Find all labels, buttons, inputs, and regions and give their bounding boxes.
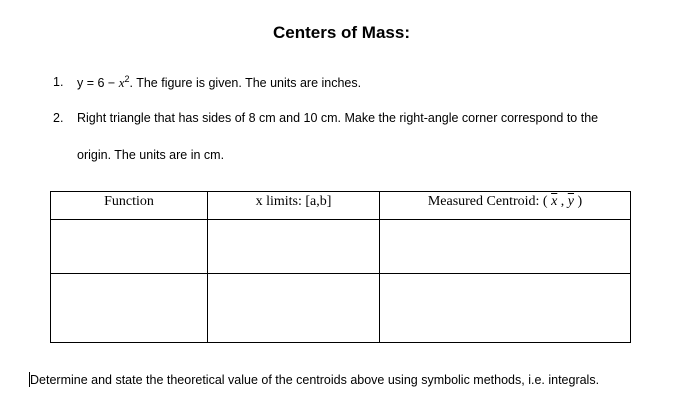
math-y: y (77, 76, 84, 90)
item-1-text: . The figure is given. The units are inches. (129, 76, 362, 90)
instruction-paragraph[interactable] (29, 372, 599, 387)
page-title: Centers of Mass: (273, 23, 410, 42)
cell-centroid[interactable] (380, 274, 631, 343)
centroid-table (50, 191, 631, 343)
math-exponent: 2 (124, 73, 130, 84)
cell-function[interactable] (51, 220, 208, 274)
centroid-y-bar: $\overline{y}$ (567, 194, 575, 209)
header-function: Function (51, 192, 208, 220)
centroid-close: ) (574, 194, 583, 209)
item-2-line-2: origin. The units are in cm. (77, 148, 225, 162)
cell-x-limits[interactable] (208, 220, 380, 274)
item-2-line-1: Right triangle that has sides of 8 cm and 10 cm. Make the right-angle corner correspond to the (77, 111, 599, 125)
list-item-number: 1. (53, 75, 64, 89)
math-x: x (118, 75, 125, 90)
cell-centroid[interactable] (380, 220, 631, 274)
list-item-number: 2. (53, 111, 64, 125)
centroid-x-bar: $\overline{x}$ (551, 194, 558, 209)
cell-function[interactable] (51, 274, 208, 343)
header-x-limits: x limits: [a,b] (208, 192, 380, 220)
header-measured-centroid (380, 192, 631, 220)
instruction-text: Determine and state the theoretical value of the centroids above using symbolic methods, i.e. integrals. (30, 373, 600, 387)
centroid-open: ( (542, 194, 552, 209)
list-item-text (77, 75, 361, 91)
cell-x-limits[interactable] (208, 274, 380, 343)
table-header-row (51, 192, 631, 220)
table-row (51, 220, 631, 274)
centroid-sep: , (557, 194, 568, 209)
math-equation: = 6 − (83, 76, 119, 90)
table-row (51, 274, 631, 343)
centroid-label: Measured Centroid: (427, 194, 540, 209)
